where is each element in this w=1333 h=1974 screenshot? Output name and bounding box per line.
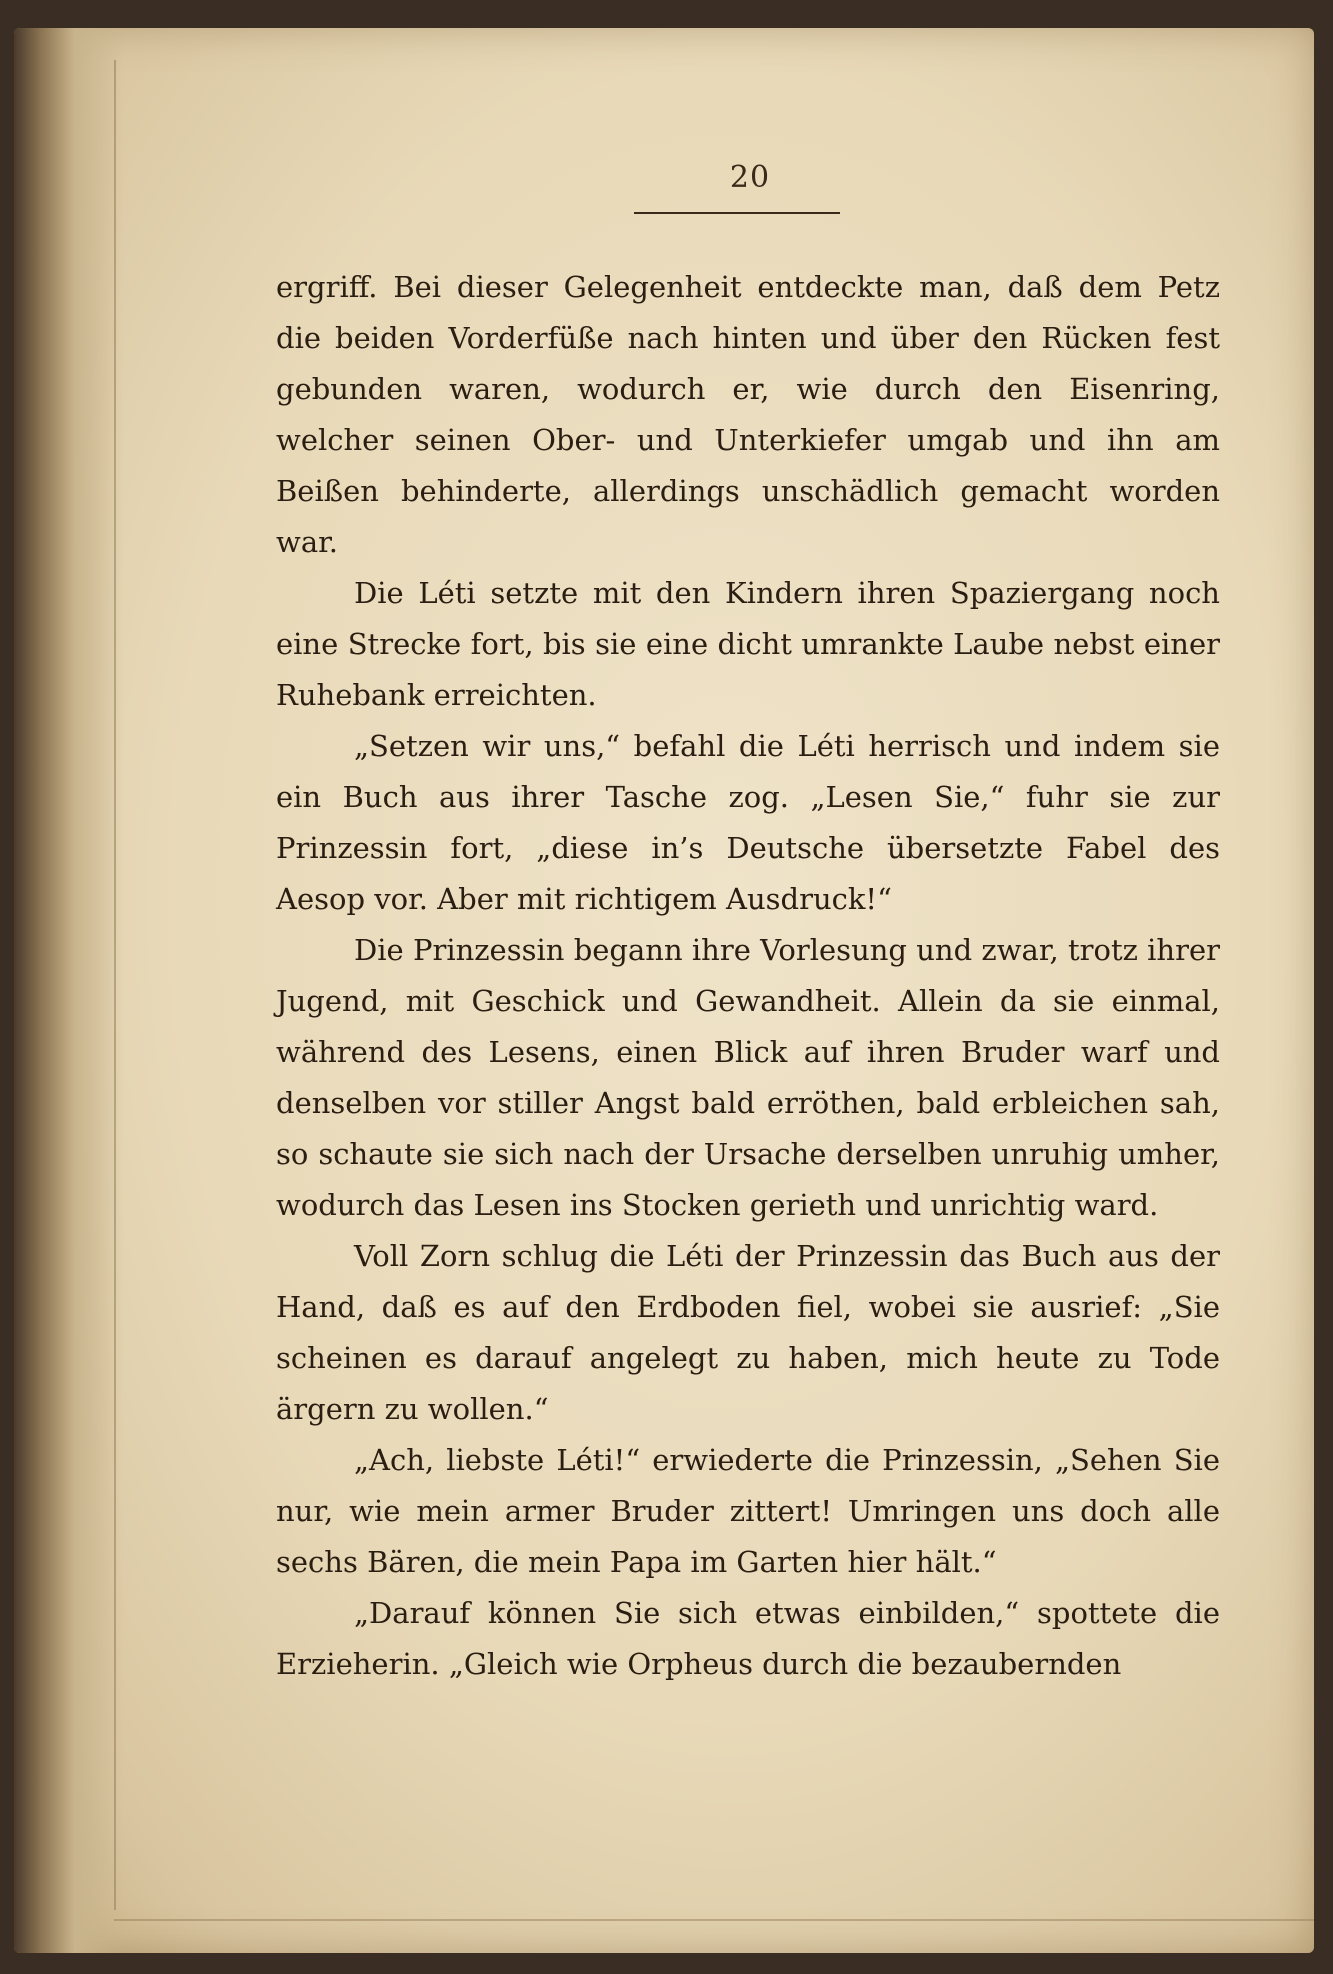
paragraph-6: „Ach, liebste Léti!“ erwiederte die Prinzessin, „Sehen Sie nur, wie mein armer Bruder zittert! Umringen uns doch alle sechs Bären, die mein Papa im Garten hier hält.“ <box>276 1443 1220 1579</box>
book-binding-edge <box>14 28 124 1953</box>
paragraph-7: „Darauf können Sie sich etwas einbilden,“ spottete die Erzieherin. „Gleich wie Orpheus durch die bezaubernden <box>276 1596 1220 1681</box>
body-text <box>276 262 1220 1690</box>
page-bottom-line <box>114 1919 1314 1921</box>
paragraph-5: Voll Zorn schlug die Léti der Prinzessin das Buch aus der Hand, daß es auf den Erdboden fiel, wobei sie ausrief: „Sie scheinen es darauf angelegt zu haben, mich heute zu Tode ärgern zu wollen.“ <box>276 1239 1220 1426</box>
paragraph-1: ergriff. Bei dieser Gelegenheit entdeckte man, daß dem Petz die beiden Vorderfüße nach hinten und über den Rücken fest gebunden waren, wodurch er, wie durch den Eisenring, welcher seinen Ober- und Unterkiefer umgab und ihn am Beißen behinderte, allerdings unschädlich gemacht worden war. <box>276 270 1220 559</box>
page-margin-line <box>114 60 116 1910</box>
page-number-rule <box>634 212 840 214</box>
paragraph-4: Die Prinzessin begann ihre Vorlesung und zwar, trotz ihrer Jugend, mit Geschick und Gewandheit. Allein da sie einmal, während des Lesens, einen Blick auf ihren Bruder warf und denselben vor stiller Angst bald erröthen, bald erbleichen sah, so schaute sie sich nach der Ursache derselben unruhig umher, wodurch das Lesen ins Stocken gerieth und unrichtig ward. <box>276 933 1220 1222</box>
paragraph-2: Die Léti setzte mit den Kindern ihren Spaziergang noch eine Strecke fort, bis sie eine dicht umrankte Laube nebst einer Ruhebank erreichten. <box>276 576 1220 712</box>
page-number: 20 <box>729 160 771 195</box>
paragraph-3: „Setzen wir uns,“ befahl die Léti herrisch und indem sie ein Buch aus ihrer Tasche zog. „Lesen Sie,“ fuhr sie zur Prinzessin fort, „diese in’s Deutsche übersetzte Fabel des Aesop vor. Aber mit richtigem Ausdruck!“ <box>276 729 1220 916</box>
